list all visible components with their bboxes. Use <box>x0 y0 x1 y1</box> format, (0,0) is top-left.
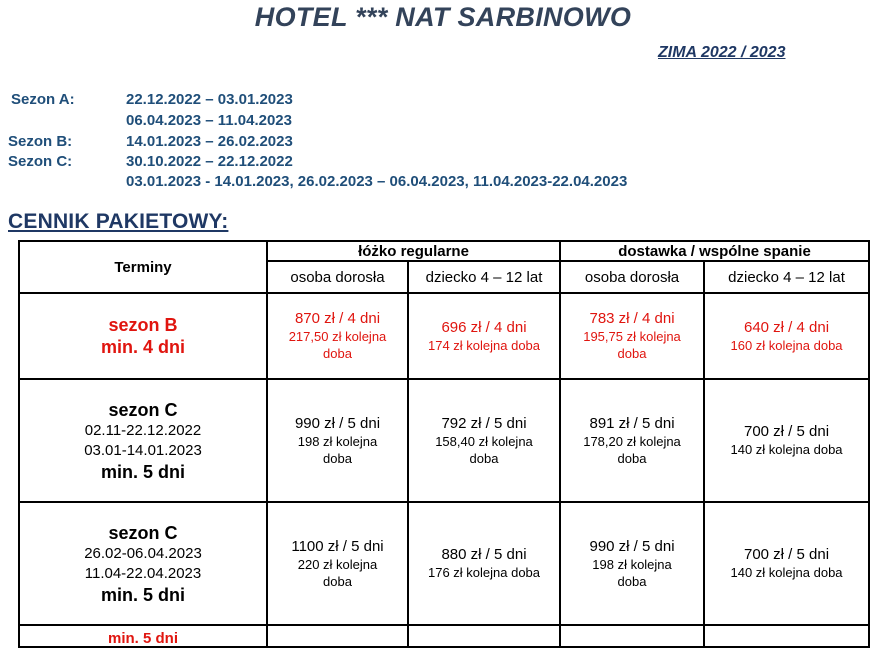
price-main: 783 zł / 4 dni <box>589 310 675 327</box>
price-extra-night: 220 zł kolejna doba <box>297 556 378 589</box>
price-extra-night: 160 zł kolejna doba <box>730 337 843 353</box>
season-a-label: Sezon A: <box>11 91 75 108</box>
price-extra-night: 140 zł kolejna doba <box>730 442 843 457</box>
price-main: 640 zł / 4 dni <box>743 318 830 336</box>
price-cell <box>560 625 704 647</box>
season-dates-2: 03.01-14.01.2023 <box>84 441 202 459</box>
season-name: sezon B <box>108 315 178 335</box>
season-dates-2: 11.04-22.04.2023 <box>84 564 202 582</box>
season-c-dates-2: 03.01.2023 - 14.01.2023, 26.02.2023 – 06.04.2023, 11.04.2023-22.04.2023 <box>126 173 628 190</box>
price-extra-night: 195,75 zł kolejna doba <box>583 329 681 361</box>
price-extra-night: 176 zł kolejna doba <box>427 565 541 580</box>
price-cell <box>408 293 560 379</box>
season-dates-1: 26.02-06.04.2023 <box>84 544 202 562</box>
price-table <box>18 240 870 648</box>
price-cell <box>267 293 408 379</box>
season-a-dates-2: 06.04.2023 – 11.04.2023 <box>126 112 292 129</box>
season-b-label: Sezon B: <box>8 133 73 150</box>
min-stay: min. 5 dni <box>100 461 185 482</box>
price-cell <box>267 502 408 625</box>
price-cell <box>408 379 560 502</box>
price-cell <box>704 293 869 379</box>
season-name: sezon C <box>108 399 178 420</box>
season-subtitle: ZIMA 2022 / 2023 <box>658 44 786 61</box>
price-cell <box>560 502 704 625</box>
price-cell <box>704 625 869 647</box>
subheader-child-extra: dziecko 4 – 12 lat <box>704 261 869 293</box>
term-cell <box>19 379 267 502</box>
price-cell <box>267 625 408 647</box>
price-main: 792 zł / 5 dni <box>441 414 527 432</box>
season-b-dates-1: 14.01.2023 – 26.02.2023 <box>126 133 293 150</box>
price-main: 700 zł / 5 dni <box>743 423 830 440</box>
group-header-extra-bed: dostawka / wspólne spanie <box>560 241 869 261</box>
table-row-partial <box>19 625 869 647</box>
price-extra-night: 198 zł kolejna doba <box>297 433 378 466</box>
price-cell <box>704 502 869 625</box>
group-header-regular-bed: łóżko regularne <box>267 241 560 261</box>
min-stay: min. 5 dni <box>100 584 185 605</box>
price-main: 990 zł / 5 dni <box>294 414 381 432</box>
table-row <box>19 379 869 502</box>
season-c-label: Sezon C: <box>8 153 73 170</box>
price-main: 870 zł / 4 dni <box>294 310 381 327</box>
term-cell <box>19 625 267 647</box>
price-cell <box>408 502 560 625</box>
price-cell <box>704 379 869 502</box>
price-cell <box>408 625 560 647</box>
season-c-dates-1: 30.10.2022 – 22.12.2022 <box>126 153 293 170</box>
price-extra-night: 217,50 zł kolejna doba <box>288 329 387 361</box>
terms-header <box>19 241 267 293</box>
min-stay: min. 4 dni <box>100 337 185 357</box>
season-name: sezon C <box>108 522 178 543</box>
subheader-adult-regular: osoba dorosła <box>267 261 408 293</box>
price-extra-night: 178,20 zł kolejna doba <box>583 433 681 466</box>
price-extra-night: 158,40 zł kolejna doba <box>435 433 533 466</box>
term-cell <box>19 502 267 625</box>
price-main: 1100 zł / 5 dni <box>291 537 384 555</box>
section-heading: CENNIK PAKIETOWY: <box>8 210 229 233</box>
table-row <box>19 293 869 379</box>
price-cell <box>560 379 704 502</box>
price-main: 700 zł / 5 dni <box>743 546 830 563</box>
term-cell <box>19 293 267 379</box>
table-group-header-row <box>19 241 869 261</box>
season-dates-1: 02.11-22.12.2022 <box>84 421 202 439</box>
min-stay-partial: min. 5 dni <box>107 630 178 646</box>
price-main: 696 zł / 4 dni <box>441 318 527 336</box>
page-title: HOTEL *** NAT SARBINOWO <box>254 2 632 32</box>
price-extra-night: 140 zł kolejna doba <box>730 565 843 580</box>
price-extra-night: 198 zł kolejna doba <box>592 556 672 589</box>
price-main: 891 zł / 5 dni <box>589 414 675 432</box>
subheader-child-regular: dziecko 4 – 12 lat <box>408 261 560 293</box>
table-row <box>19 502 869 625</box>
price-main: 880 zł / 5 dni <box>441 546 527 563</box>
terms-header-label: Terminy <box>114 258 172 276</box>
price-main: 990 zł / 5 dni <box>589 537 675 555</box>
subheader-adult-extra: osoba dorosła <box>560 261 704 293</box>
season-a-dates-1: 22.12.2022 – 03.01.2023 <box>126 91 293 108</box>
price-extra-night: 174 zł kolejna doba <box>427 337 541 353</box>
price-cell <box>560 293 704 379</box>
price-cell <box>267 379 408 502</box>
